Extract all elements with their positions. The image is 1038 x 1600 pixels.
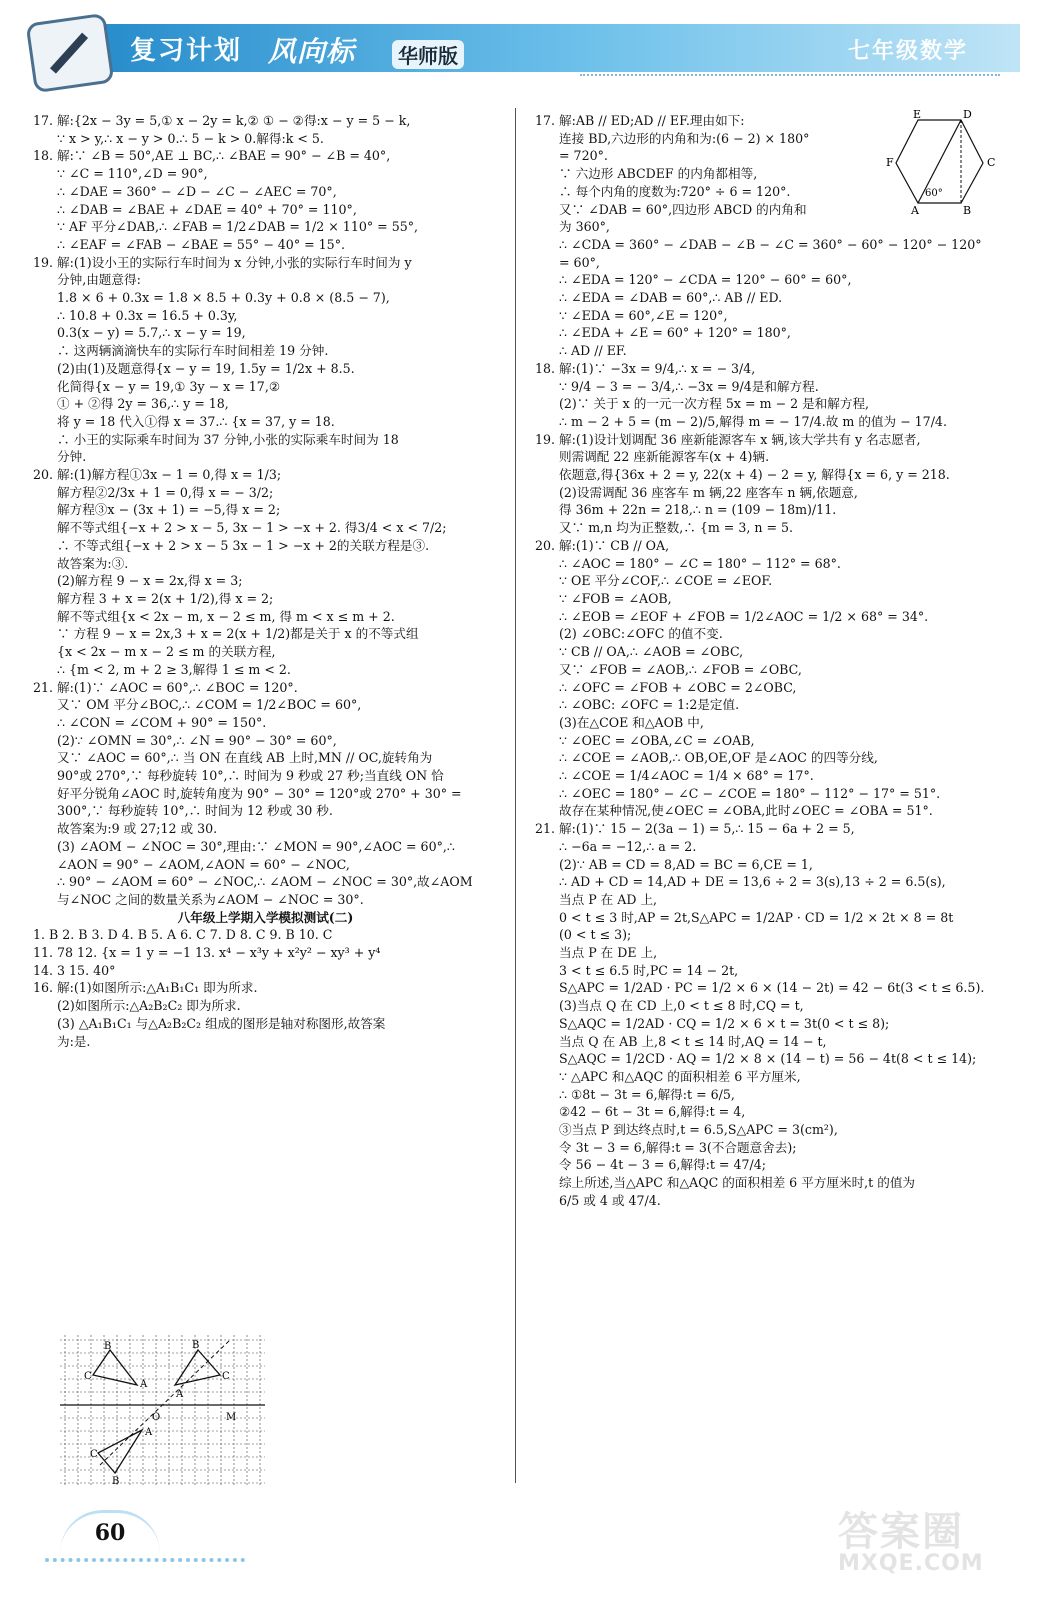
symmetry-line [100, 1340, 230, 1465]
text-line: 当点 P 在 AD 上, [559, 891, 658, 907]
text-line: ∵ ∠C = 110°,∠D = 90°, [57, 166, 208, 182]
text-line: (3) △A₁B₁C₁ 与△A₂B₂C₂ 组成的图形是轴对称图形,故答案 [57, 1015, 386, 1031]
text-line: S△AQC = 1/2AD · CQ = 1/2 × 6 × t = 3t(0 < t ≤ 8); [559, 1015, 890, 1031]
text-line: ②42 − 6t − 3t = 6,解得:t = 4, [559, 1104, 746, 1120]
text-line: ∵ OE 平分∠COF,∴ ∠COE = ∠EOF. [559, 573, 773, 589]
text-line: ① + ②得 2y = 36,∴ y = 18, [57, 396, 229, 412]
text-line: ∴ AD + CD = 14,AD + DE = 13,6 ÷ 2 = 3(s),13 ÷ 2 = 6.5(s), [559, 874, 946, 890]
text-line: 综上所述,当△APC 和△AQC 的面积相差 6 平方厘米时,t 的值为 [559, 1175, 916, 1191]
text-line: ∴ ∠EDA = 120° − ∠CDA = 120° − 60° = 60°, [559, 272, 852, 288]
text-line: 八年级上学期入学模拟测试(二) [177, 909, 354, 925]
watermark-sub: MXQE.COM [838, 1551, 984, 1576]
text-line: 300°,∵ 每秒旋转 10°,∴ 时间为 12 秒或 30 秒. [57, 803, 333, 819]
text-line: S△APC = 1/2AD · PC = 1/2 × 6 × (14 − 2t) = 42 − 6t(3 < t ≤ 6.5). [559, 980, 985, 996]
text-line: 为 360°, [559, 219, 610, 235]
text-line: 得 36m + 22n = 218,∴ n = (109 − 18m)/11. [559, 502, 837, 518]
page-header [0, 0, 1038, 100]
grid-figure [60, 1335, 265, 1485]
label-f: F [886, 156, 894, 169]
label-c1: C [84, 1371, 92, 1382]
text-line: 故存在某种情况,使∠OEC = ∠OBA,此时∠OEC = ∠OBA = 51°. [559, 803, 933, 819]
text-line: 3 < t ≤ 6.5 时,PC = 14 − 2t, [559, 962, 739, 978]
text-line: ∴ ∠EOB = ∠EOF + ∠FOB = 1/2∠AOC = 1/2 × 68° = 34°. [559, 608, 929, 624]
text-line: ∴ ∠OBC: ∠OFC = 1:2是定值. [559, 697, 740, 713]
label-d: D [963, 108, 972, 121]
label-c: C [90, 1449, 98, 1460]
watermark-main: 答案圈 [838, 1509, 964, 1555]
text-line: ∴ m − 2 + 5 = (m − 2)/5,解得 m = − 17/4.故 m 的值为 − 17/4. [559, 413, 947, 429]
text-line: (2)解方程 9 − x = 2x,得 x = 3; [57, 573, 243, 589]
label-a: A [145, 1427, 153, 1438]
text-line: (2)∵ ∠OMN = 30°,∴ ∠N = 90° − 30° = 60°, [57, 732, 337, 748]
text-line: ∵ x > y,∴ x − y > 0.∴ 5 − k > 0.解得:k < 5. [57, 130, 324, 146]
text-line: ∵ 方程 9 − x = 2x,3 + x = 2(x + 1/2)都是关于 x 的不等式组 [57, 626, 419, 642]
text-line: 又∵ ∠FOB = ∠AOB,∴ ∠FOB = ∠OBC, [559, 661, 802, 677]
text-line: 令 56 − 4t − 3 = 6,解得:t = 47/4; [559, 1157, 766, 1173]
text-line: 0 < t ≤ 3 时,AP = 2t,S△APC = 1/2AP · CD = 1/2 × 2t × 8 = 8t [559, 909, 954, 925]
text-line: 为:是. [57, 1033, 91, 1049]
text-line: ∴ ∠DAB = ∠BAE + ∠DAE = 40° + 70° = 110°, [57, 201, 357, 217]
label-b: B [112, 1476, 120, 1485]
text-line: (3)在△COE 和△AOB 中, [559, 714, 704, 730]
text-line: 分钟. [57, 449, 87, 465]
text-line: 又∵ ∠DAB = 60°,四边形 ABCD 的内角和 [559, 201, 807, 217]
pencil-logo-icon [26, 13, 115, 93]
text-line: 与∠NOC 之间的数量关系为∠AOM − ∠NOC = 30°. [57, 891, 364, 907]
text-line: ∴ ∠EDA + ∠E = 60° + 120° = 180°, [559, 325, 791, 341]
column-divider [515, 108, 516, 1483]
text-line: ∵ ∠OEC = ∠OBA,∠C = ∠OAB, [559, 732, 755, 748]
text-line: (0 < t ≤ 3); [559, 927, 632, 943]
text-line: 1.8 × 6 + 0.3x = 1.8 × 8.5 + 0.3y + 0.8 × (8.5 − 7), [57, 290, 390, 306]
text-line: 17. 解:AB // ED;AD // EF.理由如下: [535, 113, 745, 128]
text-line: 则需调配 22 座新能源客车(x + 4)辆. [559, 449, 770, 465]
text-line: 11. 78 12. {x = 1 y = −1 13. x⁴ − x³y + x²y² − xy³ + y⁴ [33, 945, 381, 961]
text-line: = 60°, [559, 254, 600, 270]
text-line: = 720°. [559, 148, 608, 164]
text-line: 1. B 2. B 3. D 4. B 5. A 6. C 7. D 8. C 9. B 10. C [33, 927, 333, 943]
text-line: ∴ ①8t − 3t = 6,解得:t = 6/5, [559, 1086, 735, 1102]
label-m: M [226, 1412, 237, 1423]
footer-dots [45, 1558, 245, 1564]
header-edition: 华师版 [392, 40, 464, 69]
text-line: ∴ ∠CDA = 360° − ∠DAB − ∠B − ∠C = 360° − 60° − 120° − 120° [559, 236, 982, 252]
text-line: ∴ 这两辆滴滴快车的实际行车时间相差 19 分钟. [57, 343, 329, 359]
text-line: ∵ 9/4 − 3 = − 3/4,∴ −3x = 9/4是和解方程. [559, 378, 819, 394]
text-line: 当点 P 在 DE 上, [559, 945, 658, 961]
text-line: (2)设需调配 36 座客车 m 辆,22 座客车 n 辆,依题意, [559, 484, 858, 500]
text-line: ∵ ∠EDA = 60°,∠E = 120°, [559, 307, 728, 323]
text-line: 又∵ m,n 均为正整数,∴ {m = 3, n = 5. [559, 520, 794, 536]
label-b2: B [192, 1340, 200, 1351]
text-line: ∴ ∠OEC = 180° − ∠C − ∠COE = 180° − 112° − 17° = 51°. [559, 785, 941, 801]
text-line: 依题意,得{36x + 2 = y, 22(x + 4) − 2 = y, 解得{x = 6, y = 218. [559, 467, 950, 483]
text-line: ∴ ∠COE = ∠AOB,∴ OB,OE,OF 是∠AOC 的四等分线, [559, 750, 878, 766]
text-line: {x < 2x − m x − 2 ≤ m 的关联方程, [57, 644, 276, 660]
text-line: ∴ ∠AOC = 180° − ∠C = 180° − 112° = 68°. [559, 555, 841, 571]
text-line: 又∵ OM 平分∠BOC,∴ ∠COM = 1/2∠BOC = 60°, [57, 697, 362, 713]
text-line: 0.3(x − y) = 5.7,∴ x − y = 19, [57, 325, 246, 341]
right-column [535, 112, 1003, 1210]
text-line: (3) ∠AOM − ∠NOC = 30°,理由:∵ ∠MON = 90°,∠AOC = 60°,∴ [57, 838, 455, 854]
text-line: 21. 解:(1)∵ 15 − 2(3a − 1) = 5,∴ 15 − 6a + 2 = 5, [535, 821, 855, 837]
text-line: (2)由(1)及题意得{x − y = 19, 1.5y = 1/2x + 8.5. [57, 360, 355, 376]
left-column [33, 112, 498, 1050]
label-a: A [911, 204, 919, 217]
angle-label: 60° [925, 188, 943, 199]
text-line: 化简得{x − y = 19,① 3y − x = 17,② [57, 378, 281, 394]
text-line: ∴ AD // EF. [559, 343, 627, 359]
text-line: 解方程③x − (3x + 1) = −5,得 x = 2; [57, 502, 281, 518]
text-line: 18. 解:(1)∵ −3x = 9/4,∴ x = − 3/4, [535, 360, 756, 376]
label-c: C [987, 156, 996, 169]
text-line: ∴ ∠EDA = ∠DAB = 60°,∴ AB // ED. [559, 290, 783, 306]
text-line: ∴ ∠CON = ∠COM + 90° = 150°. [57, 714, 267, 730]
text-line: 16. 解:(1)如图所示:△A₁B₁C₁ 即为所求. [33, 980, 258, 996]
text-line: ∵ △APC 和△AQC 的面积相差 6 平方厘米, [559, 1068, 801, 1084]
text-line: ∴ 不等式组{−x + 2 > x − 5 3x − 1 > −x + 2的关联方程是③. [57, 537, 430, 553]
label-a2: A [176, 1389, 184, 1400]
text-line: ∵ CB // OA,∴ ∠AOB = ∠OBC, [559, 644, 744, 660]
text-line: 解不等式组{−x + 2 > x − 5, 3x − 1 > −x + 2. 得3/4 < x < 7/2; [57, 520, 447, 536]
text-line: ∴ ∠COE = 1/4∠AOC = 1/4 × 68° = 17°. [559, 768, 814, 784]
text-line: 解不等式组{x < 2x − m, x − 2 ≤ m, 得 m < x ≤ m + 2. [57, 608, 395, 624]
text-line: 19. 解:(1)设计划调配 36 座新能源客车 x 辆,该大学共有 y 名志愿者, [535, 431, 921, 447]
label-b1: B [104, 1341, 112, 1352]
label-a1: A [140, 1379, 148, 1390]
text-line: ∴ −6a = −12,∴ a = 2. [559, 838, 697, 854]
text-line: ∴ 90° − ∠AOM = 60° − ∠NOC,∴ ∠AOM − ∠NOC = 30°,故∠AOM [57, 874, 473, 890]
text-line: 18. 解:∵ ∠B = 50°,AE ⊥ BC,∴ ∠BAE = 90° − ∠B = 40°, [33, 148, 391, 164]
watermark [838, 1500, 1018, 1590]
label-e: E [913, 108, 922, 121]
header-title: 复习计划 [130, 36, 243, 66]
label-o: O [152, 1412, 161, 1423]
text-line: ∵ ∠FOB = ∠AOB, [559, 590, 672, 606]
triangle-abc [98, 1430, 142, 1473]
page-number: 60 [60, 1510, 160, 1553]
text-line: ∵ AF 平分∠DAB,∴ ∠FAB = 1/2∠DAB = 1/2 × 110° = 55°, [57, 219, 419, 235]
triangle-a1b1c1 [93, 1350, 137, 1385]
text-line: 90°或 270°,∵ 每秒旋转 10°,∴ 时间为 9 秒或 27 秒;当直线 ON 恰 [57, 768, 444, 784]
text-line: 解方程 3 + x = 2(x + 1/2),得 x = 2; [57, 590, 274, 606]
text-line: (2) ∠OBC:∠OFC 的值不变. [559, 626, 723, 642]
text-line: 连接 BD,六边形的内角和为:(6 − 2) × 180° [559, 130, 810, 146]
header-dots [580, 74, 1000, 78]
text-line: ∴ 每个内角的度数为:720° ÷ 6 = 120°. [559, 183, 791, 199]
header-grade: 七年级数学 [848, 39, 969, 64]
text-line: 令 3t − 3 = 6,解得:t = 3(不合题意舍去); [559, 1139, 797, 1155]
text-line: ③当点 P 到达终点时,t = 6.5,S△APC = 3(cm²), [559, 1122, 838, 1138]
header-brand: 风向标 [268, 35, 356, 68]
text-line: 当点 Q 在 AB 上,8 < t ≤ 14 时,AQ = 14 − t, [559, 1033, 827, 1049]
text-line: (2)如图所示:△A₂B₂C₂ 即为所求. [57, 998, 241, 1014]
text-line: S△AQC = 1/2CD · AQ = 1/2 × 8 × (14 − t) = 56 − 4t(8 < t ≤ 14); [559, 1051, 977, 1067]
text-line: 将 y = 18 代入①得 x = 37.∴ {x = 37, y = 18. [57, 413, 335, 429]
label-c2: C [222, 1371, 230, 1382]
text-line: 17. 解:{2x − 3y = 5,① x − 2y = k,② ① − ②得:x − y = 5 − k, [33, 113, 411, 128]
text-line: 20. 解:(1)解方程①3x − 1 = 0,得 x = 1/3; [33, 467, 282, 483]
text-line: ∴ ∠EAF = ∠FAB − ∠BAE = 55° − 40° = 15°. [57, 236, 345, 252]
text-line: 解方程②2/3x + 1 = 0,得 x = − 3/2; [57, 484, 274, 500]
text-line: 故答案为:9 或 27;12 或 30. [57, 821, 218, 837]
text-line: ∴ 小王的实际乘车时间为 37 分钟,小张的实际乘车时间为 18 [57, 431, 399, 447]
text-line: ∴ ∠DAE = 360° − ∠D − ∠C − ∠AEC = 70°, [57, 183, 337, 199]
text-line: 20. 解:(1)∵ CB // OA, [535, 537, 670, 553]
text-line: ∴ {m < 2, m + 2 ≥ 3,解得 1 ≤ m < 2. [57, 661, 291, 677]
text-line: 分钟,由题意得: [57, 272, 141, 288]
text-line: 21. 解:(1)∵ ∠AOC = 60°,∴ ∠BOC = 120°. [33, 679, 298, 695]
text-line: 好平分锐角∠AOC 时,旋转角度为 90° − 30° = 120°或 270° + 30° = [57, 785, 462, 801]
text-line: ∴ ∠OFC = ∠FOB + ∠OBC = 2∠OBC, [559, 679, 797, 695]
text-line: 19. 解:(1)设小王的实际行车时间为 x 分钟,小张的实际行车时间为 y [33, 254, 412, 270]
hexagon-figure [883, 108, 1003, 218]
text-line: 故答案为:③. [57, 555, 129, 571]
text-line: 6/5 或 4 或 47/4. [559, 1192, 661, 1208]
text-line: 14. 3 15. 40° [33, 962, 116, 978]
text-line: (2)∵ 关于 x 的一元一次方程 5x = m − 2 是和解方程, [559, 396, 870, 412]
text-line: ∴ 10.8 + 0.3x = 16.5 + 0.3y, [57, 307, 238, 323]
text-line: ∠AON = 90° − ∠AOM,∠AON = 60° − ∠NOC, [57, 856, 350, 872]
text-line: 又∵ ∠AOC = 60°,∴ 当 ON 在直线 AB 上时,MN // OC,旋转角为 [57, 750, 433, 766]
text-line: (3)当点 Q 在 CD 上,0 < t ≤ 8 时,CQ = t, [559, 998, 804, 1014]
text-line: ∵ 六边形 ABCDEF 的内角都相等, [559, 166, 758, 182]
text-line: (2)∵ AB = CD = 8,AD = BC = 6,CE = 1, [559, 856, 813, 872]
label-b: B [963, 204, 972, 217]
